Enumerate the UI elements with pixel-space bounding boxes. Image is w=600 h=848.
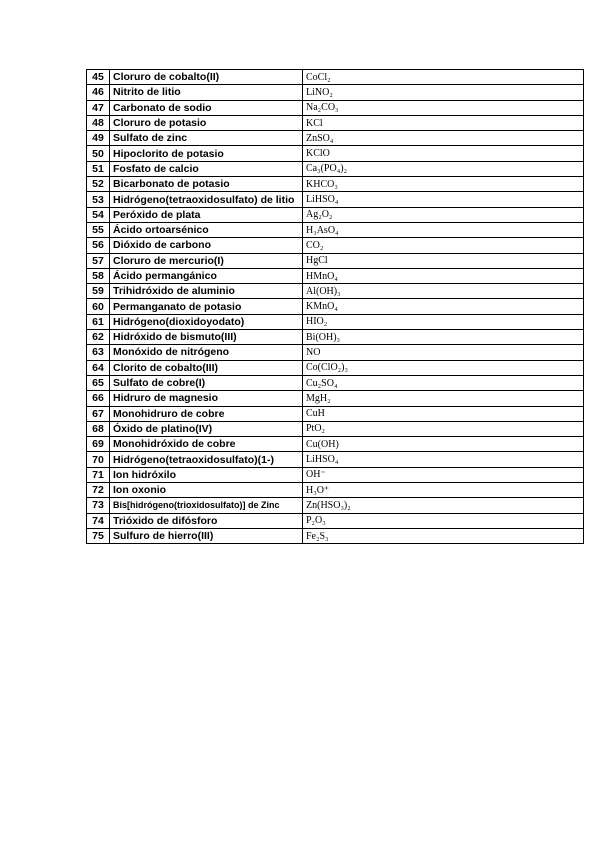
table-row xyxy=(87,131,584,146)
compounds-table xyxy=(86,69,584,544)
compound-formula: HgCl xyxy=(303,253,584,268)
compound-name: Cloruro de cobalto(II) xyxy=(110,70,303,85)
compound-name: Peróxido de plata xyxy=(110,207,303,222)
compound-formula: Al(OH)₃ xyxy=(303,284,584,299)
table-row xyxy=(87,253,584,268)
row-number: 51 xyxy=(87,161,110,176)
compound-name: Hidrógeno(dioxidoyodato) xyxy=(110,314,303,329)
compound-formula: LiHSO₄ xyxy=(303,192,584,207)
compound-name: Sulfato de cobre(I) xyxy=(110,375,303,390)
table-row xyxy=(87,360,584,375)
row-number: 67 xyxy=(87,406,110,421)
compound-formula: KClO xyxy=(303,146,584,161)
row-number: 60 xyxy=(87,299,110,314)
compound-formula: ZnSO₄ xyxy=(303,131,584,146)
row-number: 65 xyxy=(87,375,110,390)
compound-formula: CO₂ xyxy=(303,238,584,253)
compound-formula: Bi(OH)₃ xyxy=(303,330,584,345)
table-row xyxy=(87,452,584,467)
compound-name: Hipoclorito de potasio xyxy=(110,146,303,161)
compound-formula: PtO₂ xyxy=(303,421,584,436)
table-row xyxy=(87,207,584,222)
compound-name: Sulfato de zinc xyxy=(110,131,303,146)
table-row xyxy=(87,146,584,161)
compound-formula: HIO₂ xyxy=(303,314,584,329)
row-number: 64 xyxy=(87,360,110,375)
compound-formula: P₂O₃ xyxy=(303,513,584,528)
table-row xyxy=(87,421,584,436)
compound-formula: LiHSO₄ xyxy=(303,452,584,467)
row-number: 48 xyxy=(87,115,110,130)
table-row xyxy=(87,85,584,100)
compound-name: Bis[hidrógeno(trioxidosulfato)] de Zinc xyxy=(110,498,303,513)
compound-name: Ion hidróxilo xyxy=(110,467,303,482)
compound-formula: Ca₃(PO₄)₂ xyxy=(303,161,584,176)
row-number: 72 xyxy=(87,483,110,498)
row-number: 59 xyxy=(87,284,110,299)
table-row xyxy=(87,437,584,452)
compound-name: Sulfuro de hierro(III) xyxy=(110,528,303,543)
row-number: 71 xyxy=(87,467,110,482)
row-number: 73 xyxy=(87,498,110,513)
table-row xyxy=(87,268,584,283)
row-number: 46 xyxy=(87,85,110,100)
compound-name: Clorito de cobalto(III) xyxy=(110,360,303,375)
table-row xyxy=(87,115,584,130)
table-row xyxy=(87,284,584,299)
table-row xyxy=(87,406,584,421)
compound-name: Ion oxonio xyxy=(110,483,303,498)
table-row xyxy=(87,161,584,176)
compound-name: Monohidróxido de cobre xyxy=(110,437,303,452)
compound-name: Trihidróxido de aluminio xyxy=(110,284,303,299)
compound-formula: Fe₂S₃ xyxy=(303,528,584,543)
compound-name: Bicarbonato de potasio xyxy=(110,177,303,192)
row-number: 49 xyxy=(87,131,110,146)
compound-formula: CoCl₂ xyxy=(303,70,584,85)
row-number: 62 xyxy=(87,330,110,345)
table-row xyxy=(87,483,584,498)
compound-formula: H₃AsO₄ xyxy=(303,222,584,237)
compound-name: Ácido ortoarsénico xyxy=(110,222,303,237)
compound-name: Trióxido de difósforo xyxy=(110,513,303,528)
table-row xyxy=(87,375,584,390)
row-number: 53 xyxy=(87,192,110,207)
compound-formula: KCl xyxy=(303,115,584,130)
table-row xyxy=(87,100,584,115)
row-number: 50 xyxy=(87,146,110,161)
compound-name: Dióxido de carbono xyxy=(110,238,303,253)
table-row xyxy=(87,192,584,207)
compound-name: Óxido de platino(IV) xyxy=(110,421,303,436)
compounds-table-body xyxy=(87,70,584,544)
compound-name: Hidrógeno(tetraoxidosulfato)(1-) xyxy=(110,452,303,467)
compound-formula: OH⁻ xyxy=(303,467,584,482)
table-row xyxy=(87,177,584,192)
table-row xyxy=(87,513,584,528)
table-row xyxy=(87,345,584,360)
row-number: 57 xyxy=(87,253,110,268)
compound-formula: NO xyxy=(303,345,584,360)
row-number: 75 xyxy=(87,528,110,543)
compound-name: Hidruro de magnesio xyxy=(110,391,303,406)
compound-name: Permanganato de potasio xyxy=(110,299,303,314)
compound-formula: HMnO₄ xyxy=(303,268,584,283)
row-number: 54 xyxy=(87,207,110,222)
table-row xyxy=(87,299,584,314)
compound-formula: KMnO₄ xyxy=(303,299,584,314)
table-row xyxy=(87,391,584,406)
compound-formula: MgH₂ xyxy=(303,391,584,406)
table-row xyxy=(87,330,584,345)
row-number: 52 xyxy=(87,177,110,192)
row-number: 69 xyxy=(87,437,110,452)
compound-formula: H₃O⁺ xyxy=(303,483,584,498)
row-number: 58 xyxy=(87,268,110,283)
table-row xyxy=(87,498,584,513)
compound-name: Ácido permangánico xyxy=(110,268,303,283)
compound-formula: Na₂CO₃ xyxy=(303,100,584,115)
row-number: 74 xyxy=(87,513,110,528)
compound-formula: Co(ClO₂)₃ xyxy=(303,360,584,375)
row-number: 47 xyxy=(87,100,110,115)
row-number: 70 xyxy=(87,452,110,467)
compound-formula: Cu(OH) xyxy=(303,437,584,452)
compound-name: Cloruro de mercurio(I) xyxy=(110,253,303,268)
compound-name: Monohidruro de cobre xyxy=(110,406,303,421)
table-row xyxy=(87,70,584,85)
table-row xyxy=(87,528,584,543)
row-number: 56 xyxy=(87,238,110,253)
row-number: 45 xyxy=(87,70,110,85)
compound-formula: KHCO₃ xyxy=(303,177,584,192)
compound-name: Fosfato de calcio xyxy=(110,161,303,176)
compound-formula: LiNO₂ xyxy=(303,85,584,100)
row-number: 61 xyxy=(87,314,110,329)
row-number: 68 xyxy=(87,421,110,436)
compound-formula: Zn(HSO₃)₂ xyxy=(303,498,584,513)
compound-name: Hidrógeno(tetraoxidosulfato) de litio xyxy=(110,192,303,207)
table-row xyxy=(87,467,584,482)
compound-name: Carbonato de sodio xyxy=(110,100,303,115)
compound-formula: CuH xyxy=(303,406,584,421)
compound-name: Hidróxido de bismuto(III) xyxy=(110,330,303,345)
row-number: 55 xyxy=(87,222,110,237)
row-number: 66 xyxy=(87,391,110,406)
compound-name: Nitrito de litio xyxy=(110,85,303,100)
compound-formula: Ag₂O₂ xyxy=(303,207,584,222)
table-row xyxy=(87,314,584,329)
compound-name: Monóxido de nitrógeno xyxy=(110,345,303,360)
compound-formula: Cu₂SO₄ xyxy=(303,375,584,390)
compound-name: Cloruro de potasio xyxy=(110,115,303,130)
table-row xyxy=(87,222,584,237)
table-row xyxy=(87,238,584,253)
row-number: 63 xyxy=(87,345,110,360)
